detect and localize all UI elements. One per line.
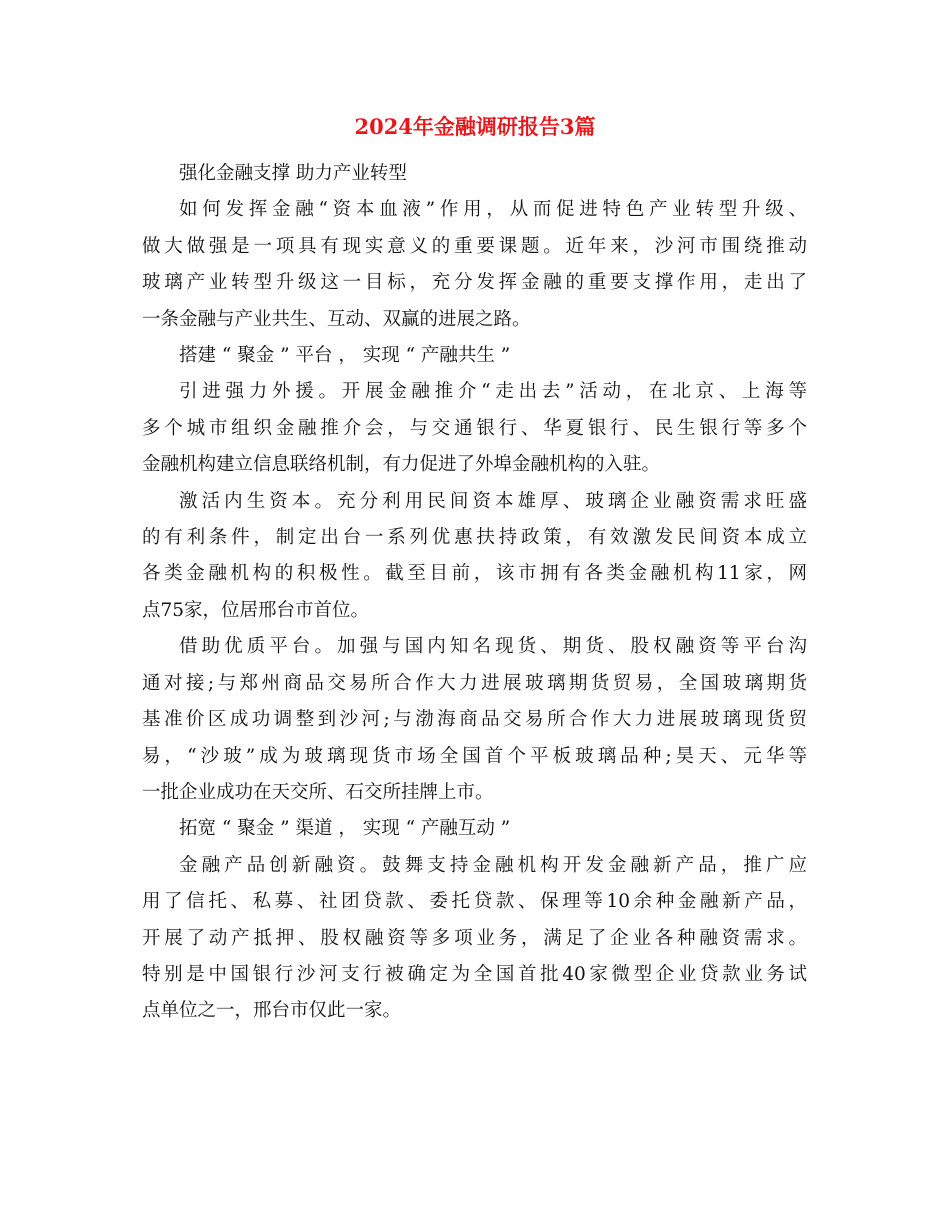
paragraph-line: 激活内生资本。充分利用民间资本雄厚、玻璃企业融资需求旺盛: [179, 490, 807, 512]
paragraph-line: 如何发挥金融“资本血液”作用，从而促进特色产业转型升级、: [179, 199, 807, 221]
paragraph-line: 通对接;与郑州商品交易所合作大力进展玻璃期货贸易，全国玻璃期货: [142, 672, 807, 694]
paragraph-line: 一批企业成功在天交所、石交所挂牌上市。: [142, 781, 494, 803]
paragraph-line: 借助优质平台。加强与国内知名现货、期货、股权融资等平台沟: [179, 636, 807, 658]
paragraph-line: 玻璃产业转型升级这一目标，充分发挥金融的重要支撑作用，走出了: [142, 272, 807, 294]
paragraph-line: 引进强力外援。开展金融推介“走出去”活动，在北京、上海等: [179, 381, 807, 403]
paragraph-line: 金融产品创新融资。鼓舞支持金融机构开发金融新产品，推广应: [179, 854, 807, 876]
paragraph-line: 用了信托、私募、社团贷款、委托贷款、保理等10余种金融新产品，: [142, 891, 807, 913]
paragraph-line: 开展了动产抵押、股权融资等多项业务，满足了企业各种融资需求。: [142, 927, 807, 949]
section-heading: 搭建 “ 聚金 ” 平台 ， 实现 “ 产融共生 ”: [179, 345, 511, 367]
paragraph-line: 点75家，位居邢台市首位。: [142, 599, 370, 621]
paragraph-line: 易，“沙玻”成为玻璃现货市场全国首个平板玻璃品种;昊天、元华等: [142, 745, 807, 767]
paragraph-line: 的有利条件，制定出台一系列优惠扶持政策，有效激发民间资本成立: [142, 527, 807, 549]
paragraph-line: 多个城市组织金融推介会，与交通银行、华夏银行、民生银行等多个: [142, 417, 807, 439]
paragraph-line: 各类金融机构的积极性。截至目前，该市拥有各类金融机构11家，网: [142, 563, 807, 585]
paragraph: [142, 484, 807, 630]
paragraph-line: 金融机构建立信息联络机制，有力促进了外埠金融机构的入驻。: [142, 454, 661, 476]
paragraph-line: 基准价区成功调整到沙河;与渤海商品交易所合作大力进展玻璃现货贸: [142, 709, 807, 731]
document-body: [142, 156, 807, 1030]
paragraph-line: 点单位之一，邢台市仅此一家。: [142, 1000, 402, 1022]
paragraph: [142, 629, 807, 811]
paragraph-line: 一条金融与产业共生、互动、双赢的进展之路。: [142, 308, 531, 330]
section-heading: 拓宽 “ 聚金 ” 渠道 ， 实现 “ 产融互动 ”: [179, 818, 511, 840]
paragraph: [142, 192, 807, 338]
paragraph: [142, 848, 807, 1030]
subtitle: 强化金融支撑 助力产业转型: [179, 163, 407, 184]
document-title: 2024年金融调研报告3篇: [354, 114, 596, 139]
paragraph-line: 特别是中国银行沙河支行被确定为全国首批40家微型企业贷款业务试: [142, 963, 807, 985]
paragraph-line: 做大做强是一项具有现实意义的重要课题。近年来，沙河市围绕推动: [142, 235, 807, 257]
paragraph: [142, 374, 807, 483]
